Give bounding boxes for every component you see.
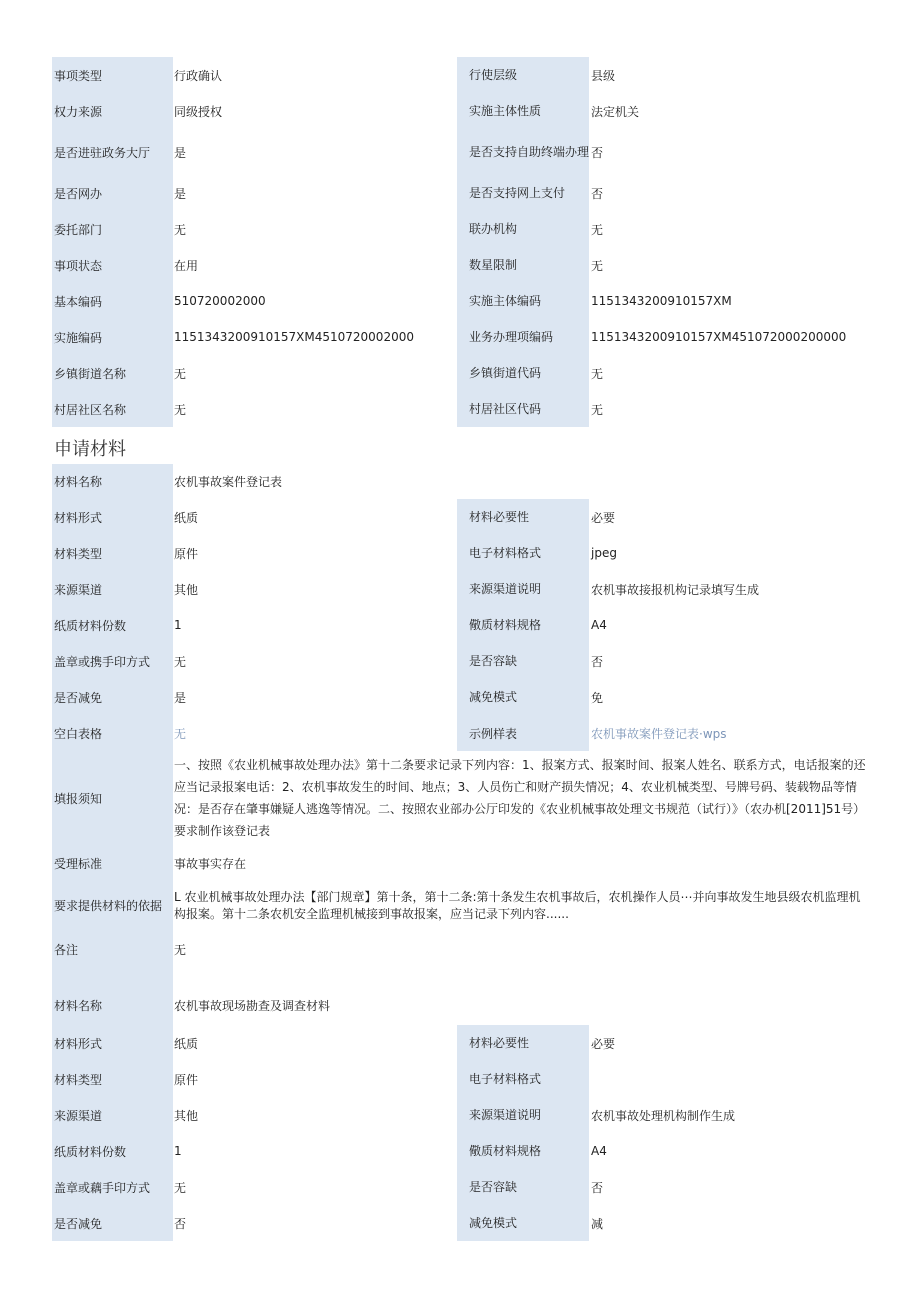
field-label: 委托部门 — [52, 211, 173, 247]
material-name-value: 农机事故现场勘查及调查材料 — [174, 999, 331, 1013]
field-label: 实施主体性质 — [457, 93, 589, 129]
table-row — [52, 986, 872, 1025]
label-column-gap — [52, 967, 173, 986]
field-value: 1 — [174, 1144, 182, 1158]
field-label: 来源渠道说明 — [457, 1097, 589, 1133]
field-value: 原件 — [174, 546, 199, 561]
table-row — [52, 881, 872, 931]
field-value: 否 — [174, 1216, 187, 1231]
table-row — [52, 845, 872, 881]
notice-text: 一、按照《农业机械事故处理办法》第十二条要求记录下列内容：1、报案方式、报案时间、报案人姓名、联系方式，电话报案的还应当记录报案电话：2、农机事故发生的时间、地点；3、人员伤亡和财产损失情况；4、农业机械类型、号牌号码、装载物品等情况：是否存在肇事嫌疑人逃逸等情况。二、按照农业部办公厅印发的《农业机械事故处理文书规范（试行）》（农办机[2011]51号）要求制作该登记表 — [174, 758, 866, 838]
blank-form-link[interactable]: 无 — [174, 726, 187, 741]
field-value: 农机事故接报机构记录填写生成 — [591, 582, 760, 597]
table-row — [52, 93, 872, 129]
table-row — [52, 1061, 872, 1097]
field-value — [589, 1061, 872, 1097]
table-row — [52, 464, 872, 499]
table-row — [52, 1169, 872, 1205]
field-value: 否 — [591, 145, 604, 160]
field-value: 否 — [591, 654, 604, 669]
field-value: 减 — [591, 1216, 604, 1231]
field-label: 减免模式 — [457, 679, 589, 715]
field-value: 在用 — [174, 258, 199, 273]
field-value: 无 — [174, 1180, 187, 1195]
table-row — [52, 643, 872, 679]
field-label: 是否网办 — [52, 175, 173, 211]
field-value: 510720002000 — [174, 294, 266, 308]
field-value: 否 — [591, 186, 604, 201]
field-value: 法定机关 — [591, 104, 640, 119]
sample-form-label: 示例样表 — [457, 715, 589, 751]
accept-standard-label: 受理标准 — [52, 845, 173, 881]
field-value: 无 — [591, 222, 604, 237]
table-row — [52, 1205, 872, 1241]
section-title-materials: 申请材料 — [54, 439, 126, 460]
field-value: 1151343200910157XM — [591, 294, 732, 308]
field-label: 儆质材料规格 — [457, 607, 589, 643]
table-row — [52, 355, 872, 391]
field-value: 必要 — [591, 1036, 616, 1051]
table-row — [52, 129, 872, 175]
field-value: 无 — [174, 366, 187, 381]
basis-label: 要求提供材料的依据 — [52, 881, 173, 931]
table-row — [52, 57, 872, 93]
field-value: 其他 — [174, 1108, 199, 1123]
field-label: 事项状态 — [52, 247, 173, 283]
table-row — [52, 571, 872, 607]
field-value: 县级 — [591, 68, 616, 83]
field-label: 是否支持自助终端办理 — [457, 129, 589, 175]
material-1-table — [52, 464, 872, 967]
field-label: 是否减免 — [52, 1205, 173, 1241]
field-value: 无 — [591, 402, 604, 417]
table-row — [52, 319, 872, 355]
field-label: 来源渠道说明 — [457, 571, 589, 607]
field-value: 纸质 — [174, 1036, 199, 1051]
field-value: 是 — [174, 186, 187, 201]
remark-value: 无 — [174, 942, 187, 957]
field-label: 是否减免 — [52, 679, 173, 715]
accept-standard-value: 事故事实存在 — [174, 856, 247, 871]
basic-info-table — [52, 57, 872, 427]
field-label: 材料必要性 — [457, 1025, 589, 1061]
field-value: 纸质 — [174, 510, 199, 525]
material-name-value: 农机事故案件登记表 — [174, 475, 283, 489]
field-value: A4 — [591, 618, 607, 632]
field-label: 是否进驻政务大厅 — [52, 129, 173, 175]
field-value: 免 — [591, 690, 604, 705]
table-row — [52, 679, 872, 715]
table-row — [52, 1097, 872, 1133]
field-label: 数星限制 — [457, 247, 589, 283]
field-label: 是否支持网上支付 — [457, 175, 589, 211]
field-label: 电子材料格式 — [457, 1061, 589, 1097]
table-row — [52, 535, 872, 571]
field-label: 材料类型 — [52, 535, 173, 571]
field-value: 1151343200910157XM451072000200000 — [591, 330, 847, 344]
field-value: jpeg — [591, 546, 617, 560]
material-name-label: 材料名称 — [52, 986, 173, 1025]
field-value: 1 — [174, 618, 182, 632]
field-label: 材料类型 — [52, 1061, 173, 1097]
field-value: 行政确认 — [174, 68, 223, 83]
notice-label: 填报须知 — [52, 751, 173, 845]
field-label: 电子材料格式 — [457, 535, 589, 571]
table-row — [52, 607, 872, 643]
table-row — [52, 211, 872, 247]
field-value: 原件 — [174, 1072, 199, 1087]
field-value: 无 — [174, 402, 187, 417]
field-label: 材料形式 — [52, 1025, 173, 1061]
field-value: 其他 — [174, 582, 199, 597]
field-label: 实施编码 — [52, 319, 173, 355]
table-row — [52, 715, 872, 751]
field-label: 纸质材料份数 — [52, 1133, 173, 1169]
table-row — [52, 1025, 872, 1061]
field-value: 农机事故处理机构制作生成 — [591, 1108, 736, 1123]
field-label: 来源渠道 — [52, 571, 173, 607]
table-row — [52, 391, 872, 427]
material-2-table — [52, 986, 872, 1241]
table-row — [52, 1133, 872, 1169]
field-label: 材料形式 — [52, 499, 173, 535]
field-value: 1151343200910157XM4510720002000 — [174, 330, 414, 344]
table-row — [52, 175, 872, 211]
field-label: 权力来源 — [52, 93, 173, 129]
field-label: 盖章或藕手印方式 — [52, 1169, 173, 1205]
field-label: 业务办理项编码 — [457, 319, 589, 355]
field-value: 同级授权 — [174, 104, 223, 119]
field-value: 无 — [174, 654, 187, 669]
field-value: 无 — [174, 222, 187, 237]
basis-value: L 农业机械事故处理办法【部门规章】第十条，第十二条:第十条发生农机事故后，农机操作人员⋯并向事故发生地县级农机监理机构报案。第十二条农机安全监理机械接到事故报案，应当记录下列内容...... — [174, 890, 861, 921]
table-row — [52, 283, 872, 319]
field-label: 联办机构 — [457, 211, 589, 247]
field-label: 行使层级 — [457, 57, 589, 93]
field-value: 是 — [174, 145, 187, 160]
table-row — [52, 499, 872, 535]
blank-form-label: 空白表格 — [52, 715, 173, 751]
field-label: 是否容缺 — [457, 643, 589, 679]
field-label: 村居社区代码 — [457, 391, 589, 427]
field-value: 否 — [591, 1180, 604, 1195]
field-label: 事项类型 — [52, 57, 173, 93]
field-label: 盖章或携手印方式 — [52, 643, 173, 679]
field-value: 是 — [174, 690, 187, 705]
remark-label: 各注 — [52, 931, 173, 967]
field-label: 村居社区名称 — [52, 391, 173, 427]
field-label: 是否容缺 — [457, 1169, 589, 1205]
table-row — [52, 931, 872, 967]
field-label: 纸质材料份数 — [52, 607, 173, 643]
field-label: 来源渠道 — [52, 1097, 173, 1133]
material-name-label: 材料名称 — [52, 464, 173, 499]
field-label: 材料必要性 — [457, 499, 589, 535]
field-value: 必要 — [591, 510, 616, 525]
field-label: 儆质材料规格 — [457, 1133, 589, 1169]
field-value: 无 — [591, 258, 604, 273]
field-label: 乡镇街道名称 — [52, 355, 173, 391]
field-label: 基本编码 — [52, 283, 173, 319]
field-label: 乡镇街道代码 — [457, 355, 589, 391]
field-value: 无 — [591, 366, 604, 381]
field-label: 实施主体编码 — [457, 283, 589, 319]
field-label: 减免模式 — [457, 1205, 589, 1241]
table-row — [52, 751, 872, 845]
field-value: A4 — [591, 1144, 607, 1158]
sample-form-link[interactable]: 农机事故案件登记表·wps — [591, 726, 727, 741]
table-row — [52, 247, 872, 283]
